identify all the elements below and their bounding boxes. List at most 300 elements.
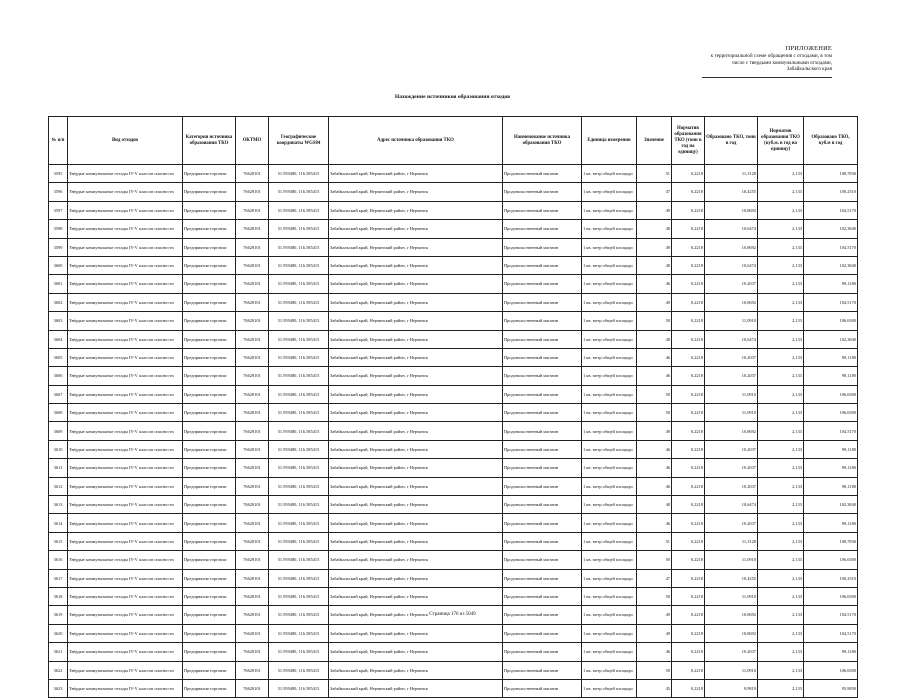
cell-norm: 0,2218 [672,367,705,385]
cell-val: 46 [637,275,672,293]
cell-cat: Предприятия торговли [183,477,236,495]
cell-sum: 98,1180 [804,477,858,495]
cell-cap: 2,133 [758,514,804,532]
cell-cap: 2,133 [758,367,804,385]
cell-unit: 1 кв. метр общей площади [582,477,637,495]
cell-val: 50 [637,551,672,569]
cell-cap: 2,133 [758,679,804,697]
cell-val: 48 [637,330,672,348]
cell-num: 3613 [49,496,68,514]
column-header: Образовано ТКО, куб.м в год [804,117,858,165]
cell-src: Продовольственный магазин [503,238,582,256]
cell-oktmo: 76628101 [236,606,269,624]
cell-vol: 11,0910 [705,312,758,330]
column-header: Образовано ТКО, тонн в год [705,117,758,165]
cell-cat: Предприятия торговли [183,201,236,219]
cell-val: 50 [637,587,672,605]
column-header: Вид отходов [68,117,183,165]
cell-norm: 0,2218 [672,293,705,311]
cell-cat: Предприятия торговли [183,367,236,385]
cell-norm: 0,2218 [672,330,705,348]
cell-val: 48 [637,256,672,274]
cell-vol: 10,2037 [705,643,758,661]
table-row [49,367,858,385]
cell-oktmo: 76628101 [236,293,269,311]
cell-sum: 106,6500 [804,587,858,605]
cell-src: Продовольственный магазин [503,440,582,458]
cell-norm: 0,2218 [672,312,705,330]
cell-cat: Предприятия торговли [183,514,236,532]
cell-cat: Предприятия торговли [183,679,236,697]
cell-geo: 51.959480, 116.585415 [269,220,329,238]
cell-cat: Предприятия торговли [183,385,236,403]
cell-norm: 0,2218 [672,183,705,201]
cell-cap: 2,133 [758,606,804,624]
cell-geo: 51.959480, 116.585415 [269,183,329,201]
cell-val: 46 [637,440,672,458]
cell-unit: 1 кв. метр общей площади [582,679,637,697]
cell-geo: 51.959480, 116.585415 [269,551,329,569]
cell-geo: 51.959480, 116.585415 [269,275,329,293]
cell-cap: 2,133 [758,643,804,661]
cell-addr: Забайкальский край, Нерчинский район, г Нерчинск [329,643,503,661]
cell-addr: Забайкальский край, Нерчинский район, г Нерчинск [329,569,503,587]
cell-oktmo: 76628101 [236,330,269,348]
waste-sources-table [48,116,858,698]
cell-src: Продовольственный магазин [503,293,582,311]
cell-cat: Предприятия торговли [183,256,236,274]
cell-geo: 51.959480, 116.585415 [269,256,329,274]
cell-unit: 1 кв. метр общей площади [582,532,637,550]
cell-norm: 0,2218 [672,606,705,624]
table-row [49,496,858,514]
cell-addr: Забайкальский край, Нерчинский район, г Нерчинск [329,201,503,219]
cell-num: 3606 [49,367,68,385]
cell-oktmo: 76628101 [236,459,269,477]
cell-addr: Забайкальский край, Нерчинский район, г Нерчинск [329,312,503,330]
cell-oktmo: 76628101 [236,496,269,514]
cell-src: Продовольственный магазин [503,312,582,330]
cell-addr: Забайкальский край, Нерчинский район, г Нерчинск [329,477,503,495]
cell-src: Продовольственный магазин [503,532,582,550]
cell-geo: 51.959480, 116.585415 [269,679,329,697]
column-header: Адрес источника образования ТКО [329,117,503,165]
cell-oktmo: 76628101 [236,348,269,366]
cell-cap: 2,133 [758,532,804,550]
cell-cap: 2,133 [758,422,804,440]
cell-val: 47 [637,183,672,201]
cell-type: Твёрдые коммунальные отходы IV-V классов опасности [68,587,183,605]
cell-src: Продовольственный магазин [503,201,582,219]
cell-val: 48 [637,496,672,514]
cell-val: 46 [637,477,672,495]
table-row [49,477,858,495]
cell-val: 45 [637,679,672,697]
cell-addr: Забайкальский край, Нерчинский район, г Нерчинск [329,330,503,348]
cell-sum: 108,7830 [804,532,858,550]
cell-unit: 1 кв. метр общей площади [582,643,637,661]
cell-src: Продовольственный магазин [503,477,582,495]
cell-norm: 0,2218 [672,238,705,256]
cell-unit: 1 кв. метр общей площади [582,238,637,256]
cell-vol: 9,9819 [705,679,758,697]
cell-sum: 98,1180 [804,643,858,661]
cell-sum: 98,1180 [804,459,858,477]
cell-type: Твёрдые коммунальные отходы IV-V классов опасности [68,293,183,311]
column-header: Географические координаты WGS84 [269,117,329,165]
cell-vol: 11,3128 [705,532,758,550]
cell-unit: 1 кв. метр общей площади [582,385,637,403]
cell-cap: 2,133 [758,624,804,642]
cell-geo: 51.959480, 116.585415 [269,367,329,385]
cell-cap: 2,133 [758,496,804,514]
table-row [49,404,858,422]
cell-sum: 98,1180 [804,348,858,366]
cell-val: 51 [637,532,672,550]
cell-vol: 10,6474 [705,220,758,238]
cell-type: Твёрдые коммунальные отходы IV-V классов опасности [68,367,183,385]
cell-num: 3619 [49,606,68,624]
cell-val: 46 [637,367,672,385]
column-header: Категория источника образования ТКО [183,117,236,165]
cell-num: 3611 [49,459,68,477]
table-row [49,551,858,569]
cell-norm: 0,2218 [672,165,705,183]
cell-unit: 1 кв. метр общей площади [582,293,637,311]
cell-src: Продовольственный магазин [503,606,582,624]
cell-num: 3623 [49,679,68,697]
cell-type: Твёрдые коммунальные отходы IV-V классов опасности [68,238,183,256]
cell-unit: 1 кв. метр общей площади [582,367,637,385]
cell-num: 3598 [49,220,68,238]
cell-vol: 10,4255 [705,569,758,587]
table-row [49,440,858,458]
cell-cat: Предприятия торговли [183,404,236,422]
cell-sum: 106,6500 [804,661,858,679]
cell-norm: 0,2218 [672,532,705,550]
appendix-block [682,46,832,78]
cell-val: 48 [637,220,672,238]
cell-vol: 10,6474 [705,496,758,514]
cell-vol: 11,0910 [705,587,758,605]
cell-addr: Забайкальский край, Нерчинский район, г Нерчинск [329,422,503,440]
cell-unit: 1 кв. метр общей площади [582,459,637,477]
cell-cat: Предприятия торговли [183,165,236,183]
cell-type: Твёрдые коммунальные отходы IV-V классов опасности [68,440,183,458]
cell-src: Продовольственный магазин [503,183,582,201]
cell-cat: Предприятия торговли [183,496,236,514]
cell-oktmo: 76628101 [236,385,269,403]
cell-geo: 51.959480, 116.585415 [269,459,329,477]
cell-num: 3599 [49,238,68,256]
cell-src: Продовольственный магазин [503,404,582,422]
cell-unit: 1 кв. метр общей площади [582,661,637,679]
cell-addr: Забайкальский край, Нерчинский район, г Нерчинск [329,165,503,183]
cell-num: 3614 [49,514,68,532]
table-row [49,330,858,348]
cell-num: 3595 [49,165,68,183]
cell-unit: 1 кв. метр общей площади [582,422,637,440]
cell-vol: 11,3128 [705,165,758,183]
table-row [49,183,858,201]
column-header: Единица измерения [582,117,637,165]
cell-geo: 51.959480, 116.585415 [269,624,329,642]
cell-geo: 51.959480, 116.585415 [269,477,329,495]
cell-val: 46 [637,514,672,532]
cell-oktmo: 76628101 [236,624,269,642]
cell-unit: 1 кв. метр общей площади [582,624,637,642]
column-header: Норматив образования ТКО (куб.м. в год на единицу) [758,117,804,165]
cell-norm: 0,2218 [672,679,705,697]
cell-num: 3604 [49,330,68,348]
cell-sum: 102,3840 [804,220,858,238]
cell-sum: 98,1180 [804,440,858,458]
cell-num: 3596 [49,183,68,201]
cell-sum: 106,6500 [804,404,858,422]
table-row [49,275,858,293]
cell-geo: 51.959480, 116.585415 [269,532,329,550]
table-row [49,165,858,183]
cell-unit: 1 кв. метр общей площади [582,514,637,532]
cell-unit: 1 кв. метр общей площади [582,256,637,274]
table-row [49,385,858,403]
cell-oktmo: 76628101 [236,643,269,661]
appendix-line-3: Забайкальского края [786,66,832,73]
cell-type: Твёрдые коммунальные отходы IV-V классов опасности [68,385,183,403]
cell-vol: 10,6474 [705,330,758,348]
cell-src: Продовольственный магазин [503,422,582,440]
cell-addr: Забайкальский край, Нерчинский район, г Нерчинск [329,459,503,477]
cell-cap: 2,133 [758,440,804,458]
table-row [49,256,858,274]
cell-src: Продовольственный магазин [503,661,582,679]
cell-cap: 2,133 [758,330,804,348]
cell-src: Продовольственный магазин [503,624,582,642]
cell-geo: 51.959480, 116.585415 [269,661,329,679]
cell-num: 3610 [49,440,68,458]
cell-addr: Забайкальский край, Нерчинский район, г Нерчинск [329,238,503,256]
cell-vol: 10,8692 [705,624,758,642]
cell-num: 3603 [49,312,68,330]
cell-norm: 0,2218 [672,661,705,679]
cell-sum: 104,5170 [804,293,858,311]
cell-unit: 1 кв. метр общей площади [582,201,637,219]
cell-cat: Предприятия торговли [183,275,236,293]
cell-unit: 1 кв. метр общей площади [582,275,637,293]
cell-geo: 51.959480, 116.585415 [269,643,329,661]
cell-addr: Забайкальский край, Нерчинский район, г Нерчинск [329,587,503,605]
cell-oktmo: 76628101 [236,422,269,440]
cell-sum: 102,3840 [804,496,858,514]
cell-addr: Забайкальский край, Нерчинский район, г Нерчинск [329,551,503,569]
cell-cat: Предприятия торговли [183,348,236,366]
cell-vol: 10,4255 [705,183,758,201]
cell-sum: 106,6500 [804,551,858,569]
cell-cat: Предприятия торговли [183,532,236,550]
cell-cap: 2,133 [758,587,804,605]
cell-oktmo: 76628101 [236,532,269,550]
table-row [49,643,858,661]
cell-num: 3612 [49,477,68,495]
cell-oktmo: 76628101 [236,514,269,532]
cell-norm: 0,2218 [672,440,705,458]
cell-num: 3615 [49,532,68,550]
cell-cap: 2,133 [758,275,804,293]
cell-cat: Предприятия торговли [183,293,236,311]
cell-oktmo: 76628101 [236,201,269,219]
cell-norm: 0,2218 [672,256,705,274]
table-row [49,587,858,605]
cell-src: Продовольственный магазин [503,385,582,403]
cell-addr: Забайкальский край, Нерчинский район, г Нерчинск [329,514,503,532]
table-row [49,514,858,532]
document-title: Нахождение источников образования отходов [394,94,511,100]
cell-num: 3621 [49,643,68,661]
cell-oktmo: 76628101 [236,679,269,697]
cell-cap: 2,133 [758,404,804,422]
column-header: Норматив образования ТКО (тонн в год на единицу) [672,117,705,165]
cell-addr: Забайкальский край, Нерчинский район, г Нерчинск [329,275,503,293]
cell-unit: 1 кв. метр общей площади [582,569,637,587]
cell-src: Продовольственный магазин [503,551,582,569]
cell-src: Продовольственный магазин [503,256,582,274]
cell-type: Твёрдые коммунальные отходы IV-V классов опасности [68,532,183,550]
cell-type: Твёрдые коммунальные отходы IV-V классов опасности [68,624,183,642]
table-body [49,165,858,698]
cell-cat: Предприятия торговли [183,587,236,605]
cell-oktmo: 76628101 [236,587,269,605]
cell-vol: 10,8692 [705,293,758,311]
cell-type: Твёрдые коммунальные отходы IV-V классов опасности [68,183,183,201]
cell-oktmo: 76628101 [236,440,269,458]
cell-cap: 2,133 [758,551,804,569]
cell-unit: 1 кв. метр общей площади [582,330,637,348]
cell-type: Твёрдые коммунальные отходы IV-V классов опасности [68,220,183,238]
cell-vol: 11,0910 [705,661,758,679]
table-header [49,117,858,165]
cell-norm: 0,2218 [672,220,705,238]
cell-norm: 0,2218 [672,551,705,569]
cell-val: 50 [637,385,672,403]
cell-oktmo: 76628101 [236,477,269,495]
cell-oktmo: 76628101 [236,238,269,256]
cell-vol: 10,2037 [705,440,758,458]
cell-type: Твёрдые коммунальные отходы IV-V классов опасности [68,606,183,624]
cell-norm: 0,2218 [672,348,705,366]
table-row [49,312,858,330]
cell-cap: 2,133 [758,165,804,183]
cell-unit: 1 кв. метр общей площади [582,312,637,330]
table-row [49,293,858,311]
cell-addr: Забайкальский край, Нерчинский район, г Нерчинск [329,220,503,238]
table-row [49,220,858,238]
cell-sum: 95,9850 [804,679,858,697]
cell-addr: Забайкальский край, Нерчинский район, г Нерчинск [329,348,503,366]
cell-oktmo: 76628101 [236,404,269,422]
cell-vol: 10,2037 [705,275,758,293]
cell-num: 3597 [49,201,68,219]
cell-src: Продовольственный магазин [503,367,582,385]
cell-cat: Предприятия торговли [183,422,236,440]
cell-geo: 51.959480, 116.585415 [269,422,329,440]
cell-cat: Предприятия торговли [183,330,236,348]
cell-type: Твёрдые коммунальные отходы IV-V классов опасности [68,348,183,366]
cell-addr: Забайкальский край, Нерчинский район, г Нерчинск [329,532,503,550]
cell-cap: 2,133 [758,569,804,587]
cell-type: Твёрдые коммунальные отходы IV-V классов опасности [68,256,183,274]
cell-num: 3617 [49,569,68,587]
cell-sum: 98,1180 [804,367,858,385]
cell-num: 3607 [49,385,68,403]
cell-unit: 1 кв. метр общей площади [582,183,637,201]
cell-sum: 104,5170 [804,606,858,624]
cell-val: 46 [637,348,672,366]
cell-norm: 0,2218 [672,275,705,293]
cell-geo: 51.959480, 116.585415 [269,496,329,514]
cell-oktmo: 76628101 [236,256,269,274]
cell-src: Продовольственный магазин [503,496,582,514]
cell-src: Продовольственный магазин [503,330,582,348]
cell-type: Твёрдые коммунальные отходы IV-V классов опасности [68,201,183,219]
cell-oktmo: 76628101 [236,275,269,293]
cell-norm: 0,2218 [672,404,705,422]
cell-sum: 104,5170 [804,422,858,440]
cell-addr: Забайкальский край, Нерчинский район, г Нерчинск [329,293,503,311]
cell-num: 3620 [49,624,68,642]
cell-num: 3616 [49,551,68,569]
appendix-heading: ПРИЛОЖЕНИЕ [785,45,832,52]
cell-cat: Предприятия торговли [183,459,236,477]
cell-sum: 104,5170 [804,238,858,256]
cell-geo: 51.959480, 116.585415 [269,348,329,366]
cell-src: Продовольственный магазин [503,514,582,532]
cell-cat: Предприятия торговли [183,183,236,201]
cell-vol: 10,8692 [705,606,758,624]
cell-norm: 0,2218 [672,385,705,403]
cell-vol: 11,0910 [705,404,758,422]
column-header: ОКТМО [236,117,269,165]
cell-cap: 2,133 [758,477,804,495]
cell-norm: 0,2218 [672,496,705,514]
cell-num: 3622 [49,661,68,679]
cell-addr: Забайкальский край, Нерчинский район, г Нерчинск [329,404,503,422]
column-header: Наименование источника образования ТКО [503,117,582,165]
cell-cat: Предприятия торговли [183,661,236,679]
cell-geo: 51.959480, 116.585415 [269,404,329,422]
table-row [49,201,858,219]
header-row [49,117,858,165]
cell-oktmo: 76628101 [236,165,269,183]
appendix-line-2: числе с твердыми коммунальными отходами, [731,59,832,66]
cell-src: Продовольственный магазин [503,348,582,366]
cell-val: 50 [637,312,672,330]
cell-val: 49 [637,293,672,311]
cell-geo: 51.959480, 116.585415 [269,201,329,219]
cell-oktmo: 76628101 [236,661,269,679]
cell-norm: 0,2218 [672,514,705,532]
cell-src: Продовольственный магазин [503,643,582,661]
cell-val: 50 [637,404,672,422]
cell-norm: 0,2218 [672,569,705,587]
cell-src: Продовольственный магазин [503,220,582,238]
cell-geo: 51.959480, 116.585415 [269,293,329,311]
cell-cat: Предприятия торговли [183,238,236,256]
cell-cat: Предприятия торговли [183,569,236,587]
cell-geo: 51.959480, 116.585415 [269,312,329,330]
cell-geo: 51.959480, 116.585415 [269,514,329,532]
cell-type: Твёрдые коммунальные отходы IV-V классов опасности [68,643,183,661]
cell-num: 3605 [49,348,68,366]
